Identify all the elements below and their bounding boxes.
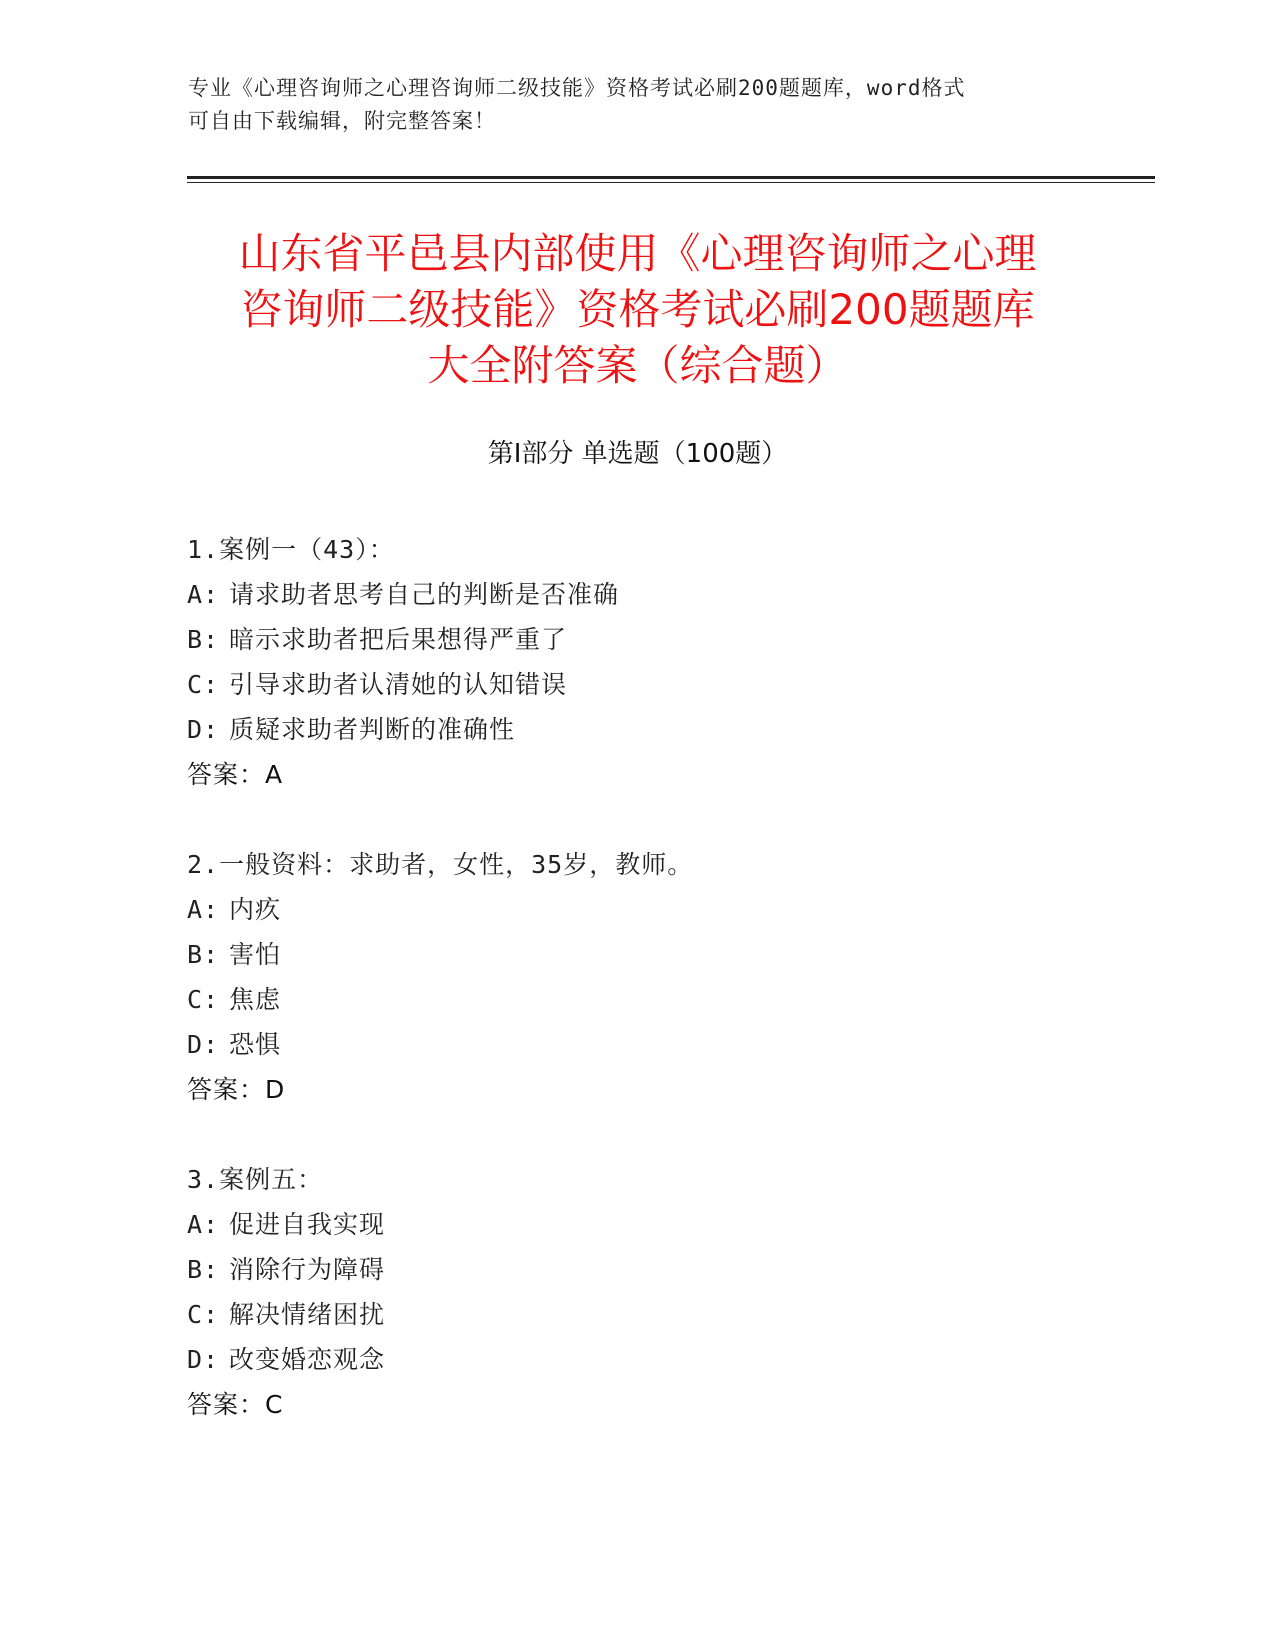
option-text: 质疑求助者判断的准确性	[229, 715, 516, 744]
option-a	[187, 572, 1137, 617]
document-title-line-2: 咨询师二级技能》资格考试必刷200题题库	[240, 285, 1035, 334]
option-letter: C:	[187, 670, 220, 699]
answer: 答案：C	[187, 1390, 284, 1419]
option-text: 害怕	[229, 940, 282, 969]
option-letter: C:	[187, 1300, 220, 1329]
option-letter: D:	[187, 1030, 220, 1059]
option-letter: A:	[187, 580, 220, 609]
question-2	[187, 842, 1137, 1112]
option-text: 消除行为障碍	[229, 1255, 386, 1284]
question-stem: 1.案例一（43）：	[187, 535, 395, 564]
header-divider-thin	[187, 182, 1155, 183]
option-b	[187, 1247, 1137, 1292]
question-stem: 2.一般资料：求助者，女性，35岁，教师。	[187, 850, 694, 879]
option-letter: A:	[187, 1210, 220, 1239]
option-text: 焦虑	[229, 985, 282, 1014]
option-a	[187, 1202, 1137, 1247]
option-text: 促进自我实现	[229, 1210, 386, 1239]
answer: 答案：A	[187, 760, 284, 789]
option-text: 内疚	[229, 895, 282, 924]
option-d	[187, 707, 1137, 752]
header-note	[188, 72, 1068, 138]
option-text: 解决情绪困扰	[229, 1300, 386, 1329]
section-title: 第Ⅰ部分 单选题（100题）	[487, 439, 788, 469]
header-divider-thick	[187, 176, 1155, 179]
document-title-line-3: 大全附答案（综合题）	[427, 341, 848, 390]
option-a	[187, 887, 1137, 932]
option-text: 暗示求助者把后果想得严重了	[229, 625, 568, 654]
question-list	[187, 527, 1137, 1472]
option-letter: B:	[187, 1255, 220, 1284]
question-stem: 3.案例五：	[187, 1165, 324, 1194]
option-letter: B:	[187, 940, 220, 969]
option-d	[187, 1337, 1137, 1382]
option-letter: B:	[187, 625, 220, 654]
option-letter: D:	[187, 715, 220, 744]
header-note-line-2: 可自由下载编辑，附完整答案！	[188, 109, 496, 133]
option-text: 改变婚恋观念	[229, 1345, 386, 1374]
option-b	[187, 617, 1137, 662]
option-c	[187, 1292, 1137, 1337]
header-note-line-1: 专业《心理咨询师之心理咨询师二级技能》资格考试必刷200题题库，word格式	[188, 76, 966, 100]
document-title-line-1: 山东省平邑县内部使用《心理咨询师之心理	[238, 229, 1037, 278]
answer: 答案：D	[187, 1075, 286, 1104]
option-d	[187, 1022, 1137, 1067]
option-c	[187, 977, 1137, 1022]
option-c	[187, 662, 1137, 707]
document-title	[150, 226, 1125, 394]
question-1	[187, 527, 1137, 797]
option-letter: D:	[187, 1345, 220, 1374]
option-text: 引导求助者认清她的认知错误	[229, 670, 568, 699]
option-text: 请求助者思考自己的判断是否准确	[229, 580, 620, 609]
question-3	[187, 1157, 1137, 1427]
option-letter: C:	[187, 985, 220, 1014]
option-b	[187, 932, 1137, 977]
option-letter: A:	[187, 895, 220, 924]
option-text: 恐惧	[229, 1030, 282, 1059]
